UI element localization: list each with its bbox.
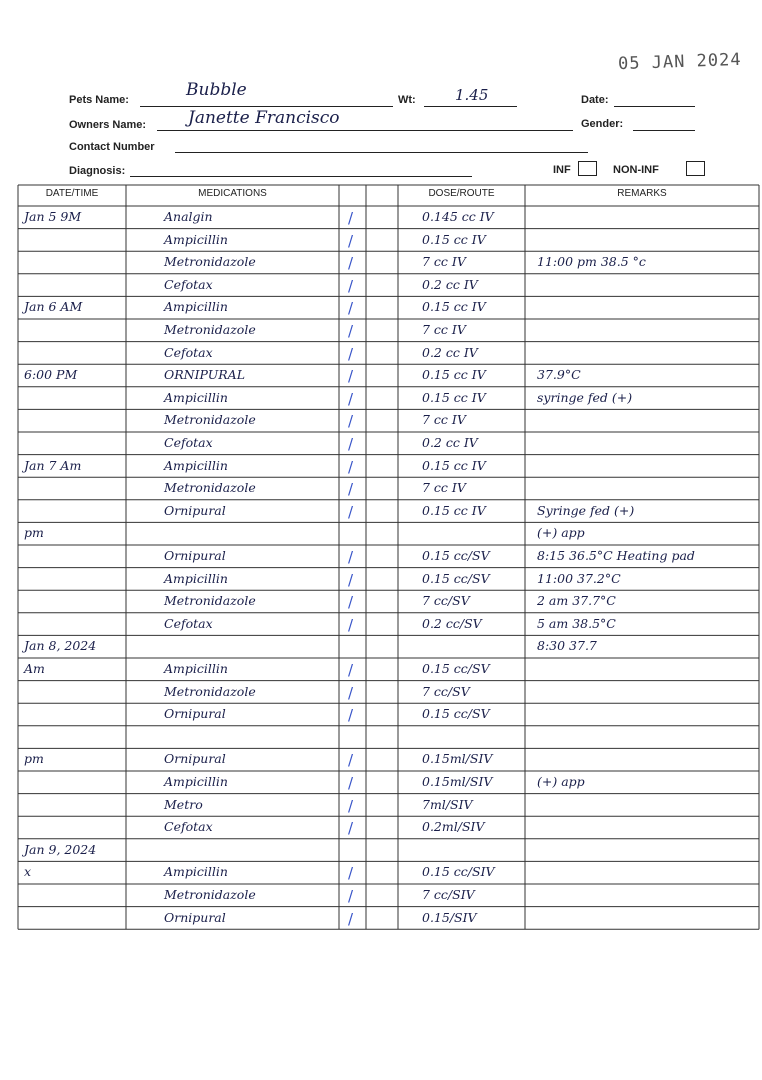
dose-route-cell: 0.15 cc/SIV (422, 864, 495, 880)
administered-check: / (348, 615, 354, 634)
dose-route-cell: 0.15 cc IV (422, 389, 486, 405)
date-time-cell: Jan 5 9M (24, 209, 82, 224)
medication-cell: Ornipural (164, 751, 226, 767)
dose-route-cell: 0.15 cc IV (422, 367, 486, 383)
dose-route-cell: 0.15 cc/SV (422, 706, 490, 722)
dose-route-cell: 7 cc/SV (422, 593, 470, 609)
remarks-cell: syringe fed (+) (537, 389, 633, 405)
medication-cell: Ampicillin (164, 774, 228, 789)
administered-check: / (348, 661, 354, 679)
medication-cell: Metronidazole (164, 887, 256, 902)
column-header: DATE/TIME (45, 188, 99, 199)
date-time-cell: pm (24, 751, 44, 767)
dose-route-cell: 0.15 cc IV (422, 502, 486, 518)
column-header: DOSE/ROUTE (428, 188, 495, 199)
administered-check: / (348, 322, 354, 340)
owners-name-value: Janette Francisco (188, 108, 340, 128)
owners-name-label: Owners Name: (69, 119, 147, 131)
dose-route-cell: 0.15 cc/SV (422, 661, 490, 676)
non-inf-label: NON-INF (613, 164, 659, 176)
medication-cell: Metronidazole (164, 412, 256, 428)
administered-check: / (348, 435, 354, 453)
dose-route-cell: 0.15 cc IV (422, 457, 486, 473)
medication-cell: Metronidazole (164, 322, 256, 337)
date-time-cell: pm (24, 525, 44, 541)
medication-cell: Ornipural (164, 502, 226, 518)
medication-cell: Ampicillin (164, 299, 228, 315)
administered-check: / (348, 502, 354, 521)
administered-check: / (348, 864, 354, 883)
medication-cell: Analgin (164, 209, 213, 224)
administered-check: / (348, 909, 354, 928)
administered-check: / (348, 231, 354, 250)
dose-route-cell: 0.2ml/SIV (422, 819, 485, 835)
dose-route-cell: 0.15 cc/SV (422, 548, 490, 563)
administered-check: / (348, 457, 354, 476)
medication-cell: Ornipural (164, 706, 226, 722)
dose-route-cell: 0.2 cc IV (422, 276, 478, 292)
dose-route-cell: 0.15ml/SIV (422, 751, 493, 767)
dose-route-cell: 0.2 cc IV (422, 344, 478, 360)
administered-check: / (348, 209, 354, 227)
date-time-cell: Jan 9, 2024 (24, 841, 97, 857)
diagnosis-label: Diagnosis: (69, 165, 126, 177)
medication-cell: Metronidazole (164, 593, 256, 609)
administered-check: / (348, 254, 354, 273)
medication-cell: Ampicillin (164, 457, 228, 473)
medication-cell: Metro (164, 796, 203, 812)
medication-cell: Ornipural (164, 909, 226, 925)
contact-number-label: Contact Number (69, 141, 155, 153)
date-label: Date: (581, 94, 609, 106)
remarks-cell: 5 am 38.5°C (537, 615, 616, 631)
medication-cell: Ampicillin (164, 231, 228, 247)
medication-cell: ORNIPURAL (164, 367, 245, 383)
medication-cell: Cefotax (164, 819, 213, 835)
remarks-cell: (+) app (537, 525, 585, 541)
inf-label: INF (553, 164, 571, 176)
medication-cell: Ampicillin (164, 389, 228, 405)
administered-check: / (348, 706, 354, 725)
medication-cell: Metronidazole (164, 254, 256, 270)
administered-check: / (348, 593, 354, 612)
administered-check: / (348, 367, 354, 386)
dose-route-cell: 0.2 cc IV (422, 435, 478, 450)
dose-route-cell: 7ml/SIV (422, 796, 473, 812)
dose-route-cell: 7 cc/SIV (422, 887, 475, 902)
dose-route-cell: 0.15 cc/SV (422, 570, 490, 586)
dose-route-cell: 0.145 cc IV (422, 209, 494, 224)
date-time-cell: Am (24, 661, 45, 676)
administered-check: / (348, 548, 354, 566)
column-header: MEDICATIONS (198, 188, 267, 199)
gender-label: Gender: (581, 118, 624, 130)
pets-name-value: Bubble (186, 80, 247, 100)
column-header: REMARKS (617, 188, 667, 199)
administered-check: / (348, 570, 354, 589)
pets-name-label: Pets Name: (69, 94, 129, 106)
medication-cell: Cefotax (164, 344, 213, 360)
wt-label: Wt: (398, 94, 416, 106)
remarks-cell: 37.9°C (537, 367, 581, 383)
medication-cell: Cefotax (164, 435, 213, 450)
administered-check: / (348, 683, 354, 702)
date-time-cell: Jan 8, 2024 (24, 638, 97, 654)
dose-route-cell: 0.15 cc IV (422, 299, 486, 315)
medication-cell: Ampicillin (164, 570, 228, 586)
remarks-cell: 2 am 37.7°C (537, 593, 616, 609)
administered-check: / (348, 389, 354, 408)
administered-check: / (348, 412, 354, 431)
remarks-cell: 11:00 pm 38.5 °c (537, 254, 646, 270)
medication-cell: Cefotax (164, 615, 213, 631)
medication-cell: Ampicillin (164, 864, 228, 880)
date-time-cell: x (24, 864, 32, 880)
received-date-stamp: 05 JAN 2024 (617, 49, 742, 75)
administered-check: / (348, 887, 354, 905)
date-time-cell: Jan 6 AM (24, 299, 83, 315)
remarks-cell: (+) app (537, 774, 585, 789)
administered-check: / (348, 344, 354, 363)
wt-value: 1.45 (455, 86, 489, 104)
remarks-cell: 8:30 37.7 (537, 638, 597, 654)
dose-route-cell: 0.2 cc/SV (422, 615, 482, 631)
administered-check: / (348, 299, 354, 318)
medication-cell: Metronidazole (164, 480, 256, 496)
administered-check: / (348, 751, 354, 770)
dose-route-cell: 7 cc IV (422, 480, 466, 496)
administered-check: / (348, 796, 354, 815)
dose-route-cell: 0.15/SIV (422, 909, 477, 925)
date-time-cell: 6:00 PM (24, 367, 78, 383)
administered-check: / (348, 276, 354, 295)
date-time-cell: Jan 7 Am (24, 457, 82, 473)
dose-route-cell: 7 cc IV (422, 254, 466, 270)
medication-cell: Cefotax (164, 276, 213, 292)
dose-route-cell: 0.15ml/SIV (422, 774, 493, 789)
remarks-cell: Syringe fed (+) (537, 502, 635, 518)
administered-check: / (348, 774, 354, 792)
dose-route-cell: 7 cc IV (422, 322, 466, 337)
remarks-cell: 8:15 36.5°C Heating pad (537, 548, 695, 563)
administered-check: / (348, 480, 354, 499)
administered-check: / (348, 819, 354, 838)
dose-route-cell: 0.15 cc IV (422, 231, 486, 247)
medication-cell: Ampicillin (164, 661, 228, 676)
medication-cell: Ornipural (164, 548, 226, 563)
dose-route-cell: 7 cc IV (422, 412, 466, 428)
remarks-cell: 11:00 37.2°C (537, 570, 621, 586)
dose-route-cell: 7 cc/SV (422, 683, 470, 699)
medication-cell: Metronidazole (164, 683, 256, 699)
